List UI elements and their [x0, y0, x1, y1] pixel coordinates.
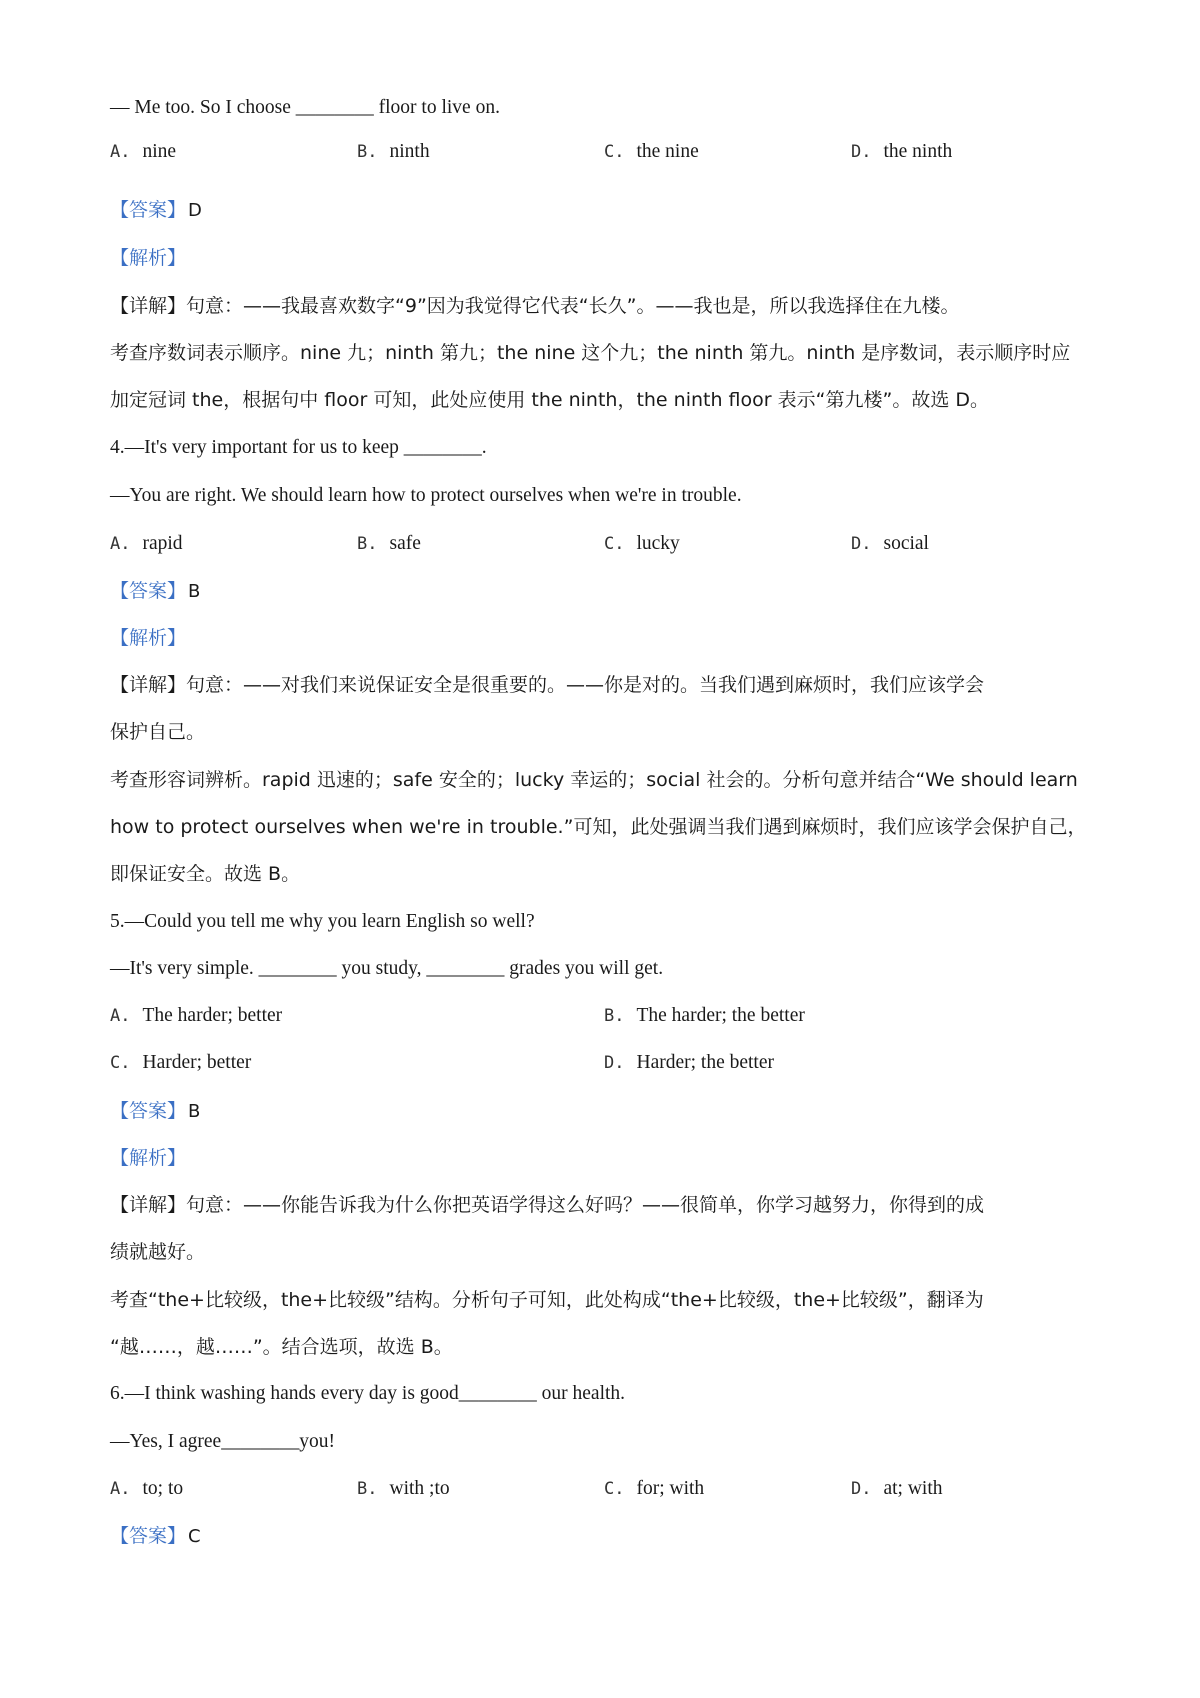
- q3-detail-line3: 加定冠词 the，根据句中 floor 可知，此处应使用 the ninth，the ninth floor 表示“第九楼”。故选 D。: [110, 389, 989, 411]
- q5-option-d: D. Harder; the better: [604, 1052, 774, 1073]
- q5-option-c: C. Harder; better: [110, 1052, 252, 1073]
- answer-tag: 【答案】: [110, 199, 187, 221]
- q5-option-a: A. The harder; better: [110, 1005, 283, 1026]
- q3-line2: — Me too. So I choose ________ floor to live on.: [110, 97, 500, 118]
- q4-option-c: C. lucky: [604, 533, 680, 554]
- q4-option-b: B. safe: [357, 533, 421, 554]
- q4-option-a: A. rapid: [110, 533, 183, 554]
- q3-option-d: D. the ninth: [851, 141, 953, 162]
- q3-answer: 【答案】 D: [110, 199, 202, 221]
- q6-option-b: B. with ;to: [357, 1478, 450, 1499]
- q5-option-b: B. The harder; the better: [604, 1005, 805, 1026]
- q5-detail-line3: 考查“the+比较级，the+比较级”结构。分析句子可知，此处构成“the+比较级，the+比较级”，翻译为: [110, 1289, 984, 1311]
- q4-line1: 4.—It's very important for us to keep ________.: [110, 437, 487, 458]
- q4-detail-line4: how to protect ourselves when we're in trouble.”可知，此处强调当我们遇到麻烦时，我们应该学会保护自己，: [110, 816, 1087, 838]
- q4-detail-line3: 考查形容词辨析。rapid 迅速的；safe 安全的；lucky 幸运的；social 社会的。分析句意并结合“We should learn: [110, 769, 1078, 791]
- answer-tag: 【答案】: [110, 1100, 187, 1122]
- answer-tag: 【答案】: [110, 580, 187, 602]
- q4-detail-line1: 【详解】句意：——对我们来说保证安全是很重要的。——你是对的。当我们遇到麻烦时，我们应该学会: [110, 674, 985, 696]
- q4-option-d: D. social: [851, 533, 929, 554]
- q3-option-c: C. the nine: [604, 141, 699, 162]
- q6-line2: —Yes, I agree________you!: [110, 1431, 335, 1452]
- q4-detail-line2: 保护自己。: [110, 721, 206, 743]
- q3-option-a: A. nine: [110, 141, 177, 162]
- q5-detail-line2: 绩就越好。: [110, 1241, 206, 1263]
- q3-option-b: B. ninth: [357, 141, 430, 162]
- q5-answer: 【答案】 B: [110, 1100, 201, 1122]
- answer-tag: 【答案】: [110, 1525, 187, 1547]
- q4-answer: 【答案】 B: [110, 580, 201, 602]
- q5-analysis-tag: 【解析】: [110, 1147, 187, 1169]
- q6-option-c: C. for; with: [604, 1478, 705, 1499]
- q6-line1: 6.—I think washing hands every day is good________ our health.: [110, 1383, 626, 1404]
- q6-option-a: A. to; to: [110, 1478, 184, 1499]
- q4-detail-line5: 即保证安全。故选 B。: [110, 863, 301, 885]
- q3-detail-line2: 考查序数词表示顺序。nine 九；ninth 第九；the nine 这个九；the ninth 第九。ninth 是序数词，表示顺序时应: [110, 342, 1071, 364]
- q4-line2: —You are right. We should learn how to protect ourselves when we're in trouble.: [110, 485, 742, 506]
- q6-answer: 【答案】 C: [110, 1525, 201, 1547]
- q5-detail-line1: 【详解】句意：——你能告诉我为什么你把英语学得这么好吗？——很简单，你学习越努力，你得到的成: [110, 1194, 985, 1216]
- q5-line2: —It's very simple. ________ you study, ________ grades you will get.: [110, 958, 664, 979]
- q6-option-d: D. at; with: [851, 1478, 943, 1499]
- q3-detail-line1: 【详解】句意：——我最喜欢数字“9”因为我觉得它代表“长久”。——我也是，所以我选择住在九楼。: [110, 295, 960, 317]
- q4-analysis-tag: 【解析】: [110, 627, 187, 649]
- q5-detail-line4: “越……，越……”。结合选项，故选 B。: [110, 1336, 453, 1358]
- q3-analysis-tag: 【解析】: [110, 247, 187, 269]
- q5-line1: 5.—Could you tell me why you learn English so well?: [110, 911, 535, 932]
